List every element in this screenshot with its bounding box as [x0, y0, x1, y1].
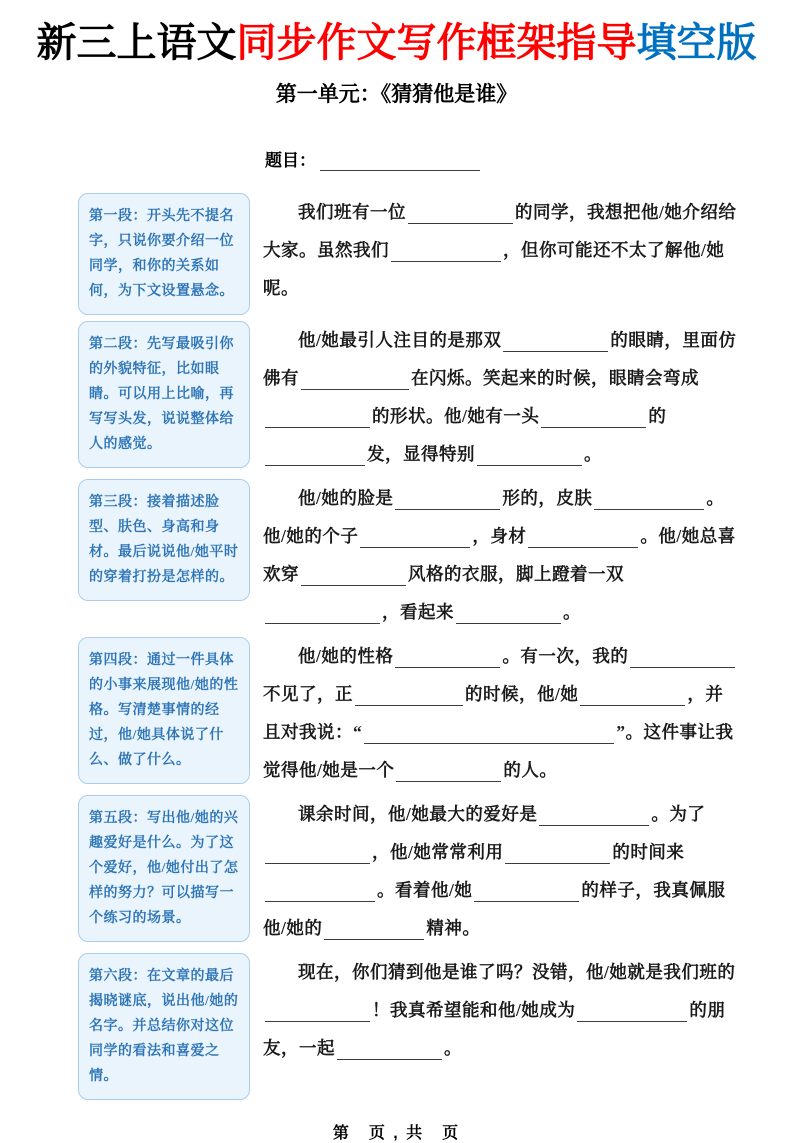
- guide-label: 第二段：: [89, 337, 147, 352]
- blank-line: [541, 410, 646, 429]
- paragraph-text: 。为了: [651, 804, 706, 824]
- sections-container: [0, 193, 793, 1100]
- paragraph-text: 不见了，正: [263, 684, 353, 704]
- unit-subtitle: 第一单元：《猜猜他是谁》: [275, 82, 518, 106]
- blank-line: [594, 492, 704, 511]
- guide-box-6: [78, 953, 250, 1100]
- blank-line: [456, 606, 561, 625]
- paragraph-text: 。看着他/她: [377, 880, 473, 900]
- title-part-black: 新三上语文: [36, 21, 237, 65]
- guide-label: 第三段：: [89, 495, 147, 510]
- paragraph-text: 在闪烁。笑起来的时候，眼睛会弯成: [411, 368, 699, 388]
- section-row-6: [78, 953, 793, 1100]
- guide-box-1: [78, 193, 250, 315]
- guide-label: 第六段：: [89, 969, 147, 984]
- blank-line: [408, 206, 513, 225]
- fill-in-paragraph-1: [263, 193, 741, 307]
- guide-label: 第四段：: [89, 653, 147, 668]
- guide-text: 先写最吸引你的外貌特征，比如眼睛。可以用上比喻，再写写头发，说说整体给人的感觉。: [89, 337, 234, 452]
- paragraph-text: 课余时间，他/她最大的爱好是: [298, 804, 538, 824]
- guide-label: 第一段：: [89, 209, 147, 224]
- blank-line: [474, 884, 579, 903]
- guide-box-3: [78, 479, 250, 601]
- guide-text: 写出他/她的兴趣爱好是什么。为了这个爱好，他/她付出了怎样的努力？可以描写一个练习的场景。: [89, 811, 239, 926]
- section-row-4: [78, 637, 793, 789]
- blank-line: [301, 568, 406, 587]
- paragraph-text: 的同学，我想把他/她介绍给大家。虽然我们: [263, 202, 737, 260]
- blank-line: [265, 884, 375, 903]
- blank-line: [265, 1004, 370, 1023]
- paragraph-text: 他/她的性格: [298, 646, 394, 666]
- title-part-blue: 填空版: [636, 21, 757, 65]
- paragraph-text: ，但你可能还不太了解他/她呢。: [263, 240, 725, 298]
- fill-in-paragraph-3: [263, 479, 741, 631]
- fill-in-paragraph-2: [263, 321, 741, 473]
- paragraph-text: 发，显得特别: [367, 444, 475, 464]
- blank-line: [265, 846, 370, 865]
- paragraph-text: ，并且对我说：“: [263, 684, 724, 742]
- blank-line: [630, 650, 735, 669]
- paragraph-text: ，身材: [472, 526, 527, 546]
- guide-box-2: [78, 321, 250, 468]
- section-row-2: [78, 321, 793, 473]
- paragraph-text: 的朋友，一起: [263, 1000, 726, 1058]
- blank-line: [477, 448, 582, 467]
- blank-line: [580, 688, 685, 707]
- guide-text: 开头先不提名字，只说你要介绍一位同学，和你的关系如何，为下文设置悬念。: [89, 209, 234, 299]
- section-row-5: [78, 795, 793, 947]
- blank-line: [395, 650, 500, 669]
- topic-row: [265, 146, 793, 171]
- paragraph-text: 的时间来: [612, 842, 685, 862]
- blank-line: [364, 726, 614, 745]
- paragraph-text: 。: [444, 1038, 462, 1058]
- paragraph-text: 的时候，他/她: [465, 684, 579, 704]
- blank-line: [355, 688, 463, 707]
- blank-line: [391, 244, 501, 263]
- fill-in-paragraph-4: [263, 637, 741, 789]
- paragraph-text: 。: [563, 602, 581, 622]
- blank-line: [265, 410, 370, 429]
- paragraph-text: 。有一次，我的: [502, 646, 629, 666]
- page-title: [0, 0, 793, 66]
- fill-in-paragraph-5: [263, 795, 741, 947]
- blank-line: [528, 530, 638, 549]
- paragraph-text: 我们班有一位: [298, 202, 406, 222]
- paragraph-text: 的: [648, 406, 667, 426]
- paragraph-text: ，看起来: [382, 602, 454, 622]
- paragraph-text: ，他/她常常利用: [372, 842, 504, 862]
- page-footer: 第 页 , 共 页: [332, 1125, 461, 1142]
- section-row-1: [78, 193, 793, 315]
- paragraph-text: 精神。: [426, 918, 481, 938]
- blank-line: [505, 846, 610, 865]
- paragraph-text: 现在，你们猜到他是谁了吗？没错，他/她就是我们班的: [298, 962, 736, 982]
- blank-line: [577, 1004, 687, 1023]
- paragraph-text: 的样子，我真佩服他/她的: [263, 880, 726, 938]
- blank-line: [503, 334, 608, 353]
- paragraph-text: 他/她最引人注目的是那双: [298, 330, 502, 350]
- blank-line: [324, 922, 424, 941]
- blank-line: [301, 372, 409, 391]
- paragraph-text: 。: [584, 444, 602, 464]
- blank-line: [360, 530, 470, 549]
- paragraph-text: ！我真希望能和他/她成为: [372, 1000, 576, 1020]
- blank-line: [265, 448, 365, 467]
- blank-line: [337, 1042, 442, 1061]
- topic-blank-line: [320, 152, 480, 171]
- guide-text: 接着描述脸型、肤色、身高和身材。最后说说他/她平时的穿着打扮是怎样的。: [89, 495, 239, 585]
- guide-text: 通过一件具体的小事来展现他/她的性格。写清楚事情的经过，他/她具体说了什么、做了什么。: [89, 653, 239, 768]
- paragraph-text: 的形状。他/她有一头: [372, 406, 540, 426]
- paragraph-text: 。他/她总喜欢穿: [263, 526, 736, 584]
- blank-line: [396, 764, 501, 783]
- paragraph-text: 他/她的脸是: [298, 488, 394, 508]
- paragraph-text: 。他/她的个子: [263, 488, 725, 546]
- paragraph-text: ”。这件事让我觉得他/她是一个: [263, 722, 734, 780]
- paragraph-text: 的人。: [503, 760, 558, 780]
- topic-label: 题目：: [265, 151, 316, 170]
- paragraph-text: 的眼睛，里面仿佛有: [263, 330, 737, 388]
- guide-label: 第五段：: [89, 811, 147, 826]
- blank-line: [265, 606, 380, 625]
- guide-box-4: [78, 637, 250, 784]
- section-row-3: [78, 479, 793, 631]
- title-part-red: 同步作文写作框架指导: [236, 21, 637, 65]
- guide-text: 在文章的最后揭晓谜底，说出他/她的名字。并总结你对这位同学的看法和喜爱之情。: [89, 969, 239, 1084]
- paragraph-text: 形的，皮肤: [502, 488, 593, 508]
- guide-box-5: [78, 795, 250, 942]
- blank-line: [539, 808, 649, 827]
- paragraph-text: 风格的衣服，脚上蹬着一双: [408, 564, 624, 584]
- fill-in-paragraph-6: [263, 953, 741, 1067]
- blank-line: [395, 492, 500, 511]
